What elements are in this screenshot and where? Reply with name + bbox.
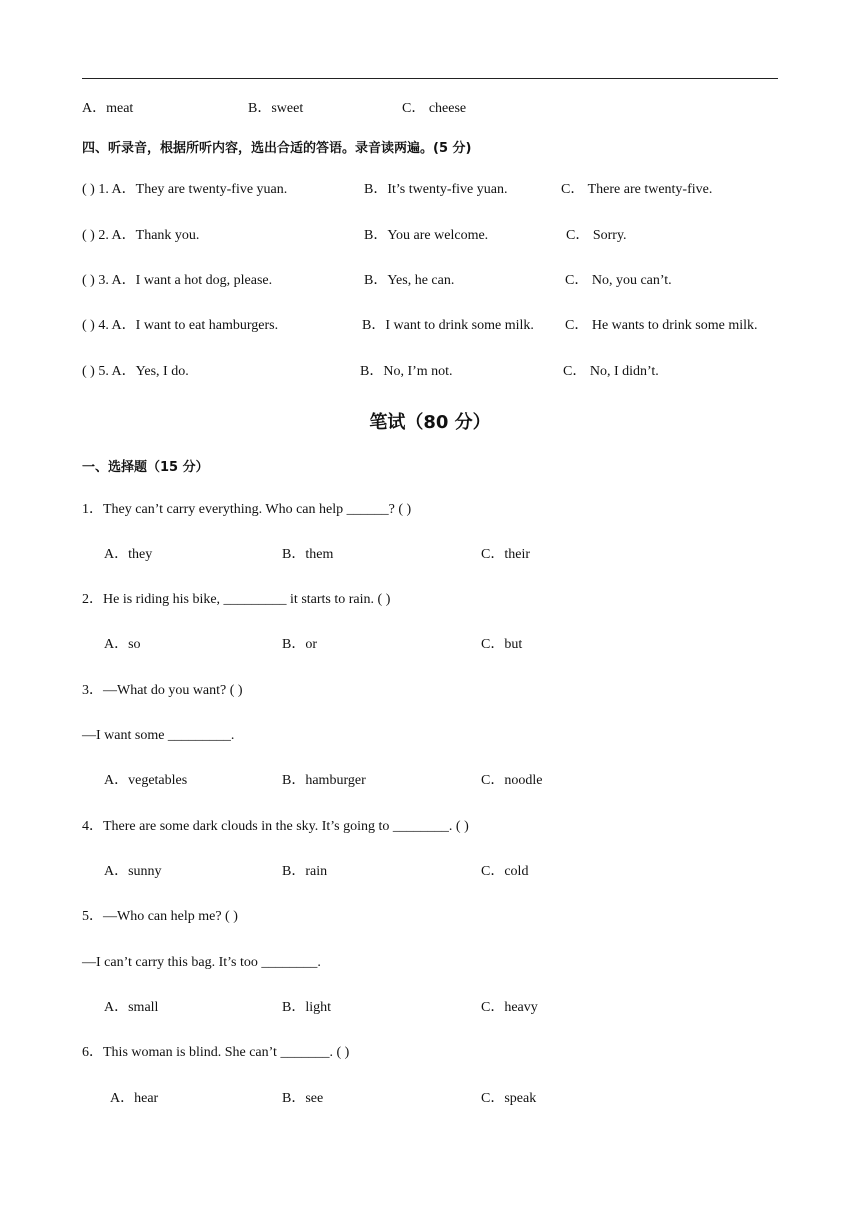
header-rule [82,78,778,79]
listening-item-3-option-c: C． No, you can’t. [565,273,672,288]
listening-item-5-stem: ( ) 5. A．Yes, I do. [82,364,189,379]
listening-item-2-stem: ( ) 2. A．Thank you. [82,228,200,243]
question-1-option-b: B．them [282,547,334,562]
question-6-option-c: C．speak [481,1091,537,1106]
question-1-option-a: A．they [104,547,153,562]
listening-item-3-option-b: B．Yes, he can. [364,273,455,288]
question-5-option-a: A．small [104,1000,159,1015]
question-4-option-c: C．cold [481,864,529,879]
question-5: 5．—Who can help me? ( ) [82,909,238,924]
listening-item-1-stem: ( ) 1. A．They are twenty-five yuan. [82,182,288,197]
listening-item-2-option-c: C． Sorry. [566,228,627,243]
top-option-c: C． cheese [402,101,467,116]
listening-item-4-stem: ( ) 4. A．I want to eat hamburgers. [82,318,279,333]
listening-item-5-option-c: C． No, I didn’t. [563,364,659,379]
question-5-response: —I can’t carry this bag. It’s too ________. [82,955,321,970]
question-3-response: —I want some _________. [82,728,235,743]
written-test-title: 笔试（80 分） [369,412,491,433]
question-5-option-b: B．light [282,1000,332,1015]
top-option-a: A．meat [82,101,134,116]
question-2-option-a: A．so [104,637,141,652]
top-option-b: B．sweet [248,101,304,116]
listening-item-4-option-c: C． He wants to drink some milk. [565,318,758,333]
listening-item-1-option-b: B．It’s twenty-five yuan. [364,182,508,197]
question-3-option-a: A．vegetables [104,773,188,788]
question-4-option-a: A．sunny [104,864,162,879]
question-1: 1．They can’t carry everything. Who can help ______? ( ) [82,502,412,517]
listening-item-4-option-b: B．I want to drink some milk. [362,318,534,333]
listening-item-2-option-b: B．You are welcome. [364,228,489,243]
question-5-option-c: C．heavy [481,1000,538,1015]
question-6: 6．This woman is blind. She can’t _______. ( ) [82,1045,350,1060]
question-3: 3．—What do you want? ( ) [82,683,243,698]
listening-item-5-option-b: B．No, I’m not. [360,364,453,379]
question-6-option-b: B．see [282,1091,324,1106]
question-2-option-c: C．but [481,637,523,652]
listening-heading: 四、听录音，根据所听内容，选出合适的答语。录音读两遍。(5 分) [82,141,472,156]
question-3-option-b: B．hamburger [282,773,366,788]
question-3-option-c: C．noodle [481,773,543,788]
listening-item-1-option-c: C． There are twenty-five. [561,182,713,197]
question-1-option-c: C．their [481,547,530,562]
question-4-option-b: B．rain [282,864,328,879]
question-4: 4．There are some dark clouds in the sky. It’s going to ________. ( ) [82,819,469,834]
question-2: 2．He is riding his bike, _________ it starts to rain. ( ) [82,592,391,607]
choice-heading: 一、选择题（15 分） [82,460,209,475]
question-2-option-b: B．or [282,637,317,652]
question-6-option-a: A．hear [110,1091,159,1106]
listening-item-3-stem: ( ) 3. A．I want a hot dog, please. [82,273,273,288]
